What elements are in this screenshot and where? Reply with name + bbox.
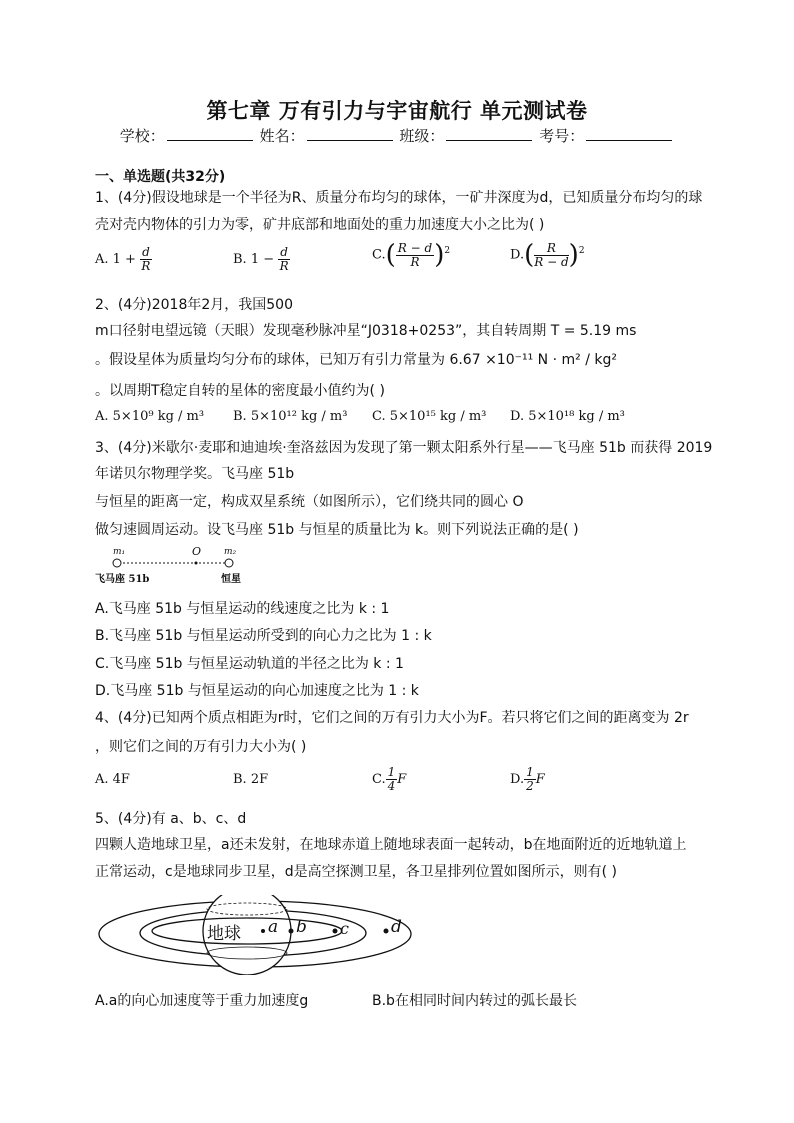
q4-line-1: 4、(4分)已知两个质点相距为r时，它们之间的万有引力大小为F。若只将它们之间的距离变为 2r [95, 710, 689, 726]
student-info-line [0, 125, 794, 146]
m1-label: m₁ [113, 547, 126, 557]
q1-line-1: 1、(4分)假设地球是一个半径为R、质量分布均匀的球体，一矿井深度为d，已知质量分布均匀的球 [95, 190, 703, 206]
label-c: c [340, 919, 349, 938]
q1-line-2: 壳对壳内物体的引力为零，矿井底部和地面处的重力加速度大小之比为( ) [95, 217, 545, 233]
q1-option-a: A. 1 + $\frac{d}{R}$ [95, 245, 151, 273]
q3-line-4: 做匀速圆周运动。设飞马座 51b 与恒星的质量比为 k。则下列说法正确的是( ) [95, 522, 579, 538]
class-blank [446, 126, 532, 141]
class-label: 班级： [399, 127, 445, 145]
school-blank [167, 126, 253, 141]
m2-label: m₂ [224, 547, 237, 557]
q4-option-d: D. $\frac{1}{2}$ F [510, 765, 545, 793]
q4-option-b: B. 2F [233, 772, 269, 787]
name-blank [307, 126, 393, 141]
q2-line-1: 2、(4分)2018年2月，我国500 [95, 297, 293, 313]
q2-line-3: 。假设星体为质量均匀分布的球体，已知万有引力常量为 6.67 ×10⁻¹¹ N · m² / kg² [95, 352, 617, 368]
number-blank [586, 126, 672, 141]
satellite-orbit-figure [95, 895, 415, 975]
satellite-c [333, 929, 338, 934]
label-b: b [296, 917, 307, 937]
q3-line-2: 年诺贝尔物理学奖。飞马座 51b [95, 466, 295, 482]
q5-line-2: 四颗人造地球卫星，a还未发射，在地球赤道上随地球表面一起转动，b在地面附近的近地轨道上 [95, 837, 687, 853]
q2-option-a: A. 5×10⁹ kg / m³ [95, 409, 205, 424]
q2-option-c: C. 5×10¹⁵ kg / m³ [372, 409, 487, 424]
school-label: 学校： [119, 127, 165, 145]
orbit-diagram [95, 895, 415, 975]
q4-line-2: ，则它们之间的万有引力大小为( ) [95, 739, 307, 755]
q2-line-4: 。以周期T稳定自转的星体的密度最小值约为( ) [95, 383, 385, 399]
star-circle [225, 559, 233, 567]
satellite-d [384, 929, 389, 934]
q2-option-b: B. 5×10¹² kg / m³ [233, 409, 348, 424]
q2-option-d: D. 5×10¹⁸ kg / m³ [510, 409, 625, 424]
section-heading: 一、单选题(共32分) [95, 169, 226, 185]
q5-line-1: 5、(4分)有 a、b、c、d [95, 811, 247, 827]
name-label: 姓名： [259, 127, 305, 145]
q5-line-3: 正常运动，c是地球同步卫星，d是高空探测卫星，各卫星排列位置如图所示，则有( ) [95, 864, 617, 880]
planet-label: 飞马座 51b [95, 574, 150, 585]
q1-option-d: D.( $\frac{R}{R - d}$ )$^2$ [510, 240, 585, 270]
center-point [195, 562, 198, 565]
q3-option-c: C.飞马座 51b 与恒星运动轨道的半径之比为 k : 1 [95, 656, 404, 672]
q1-option-b: B. 1 − $\frac{d}{R}$ [233, 245, 289, 273]
binary-star-figure [95, 547, 265, 587]
q5-option-b: B.b在相同时间内转过的弧长最长 [372, 993, 577, 1009]
q4-option-c: C. $\frac{1}{4}$ F [372, 765, 407, 793]
label-d: d [391, 917, 402, 937]
star-label: 恒星 [221, 574, 241, 585]
satellite-b [289, 929, 294, 934]
o-label: O [192, 545, 202, 558]
q3-line-1: 3、(4分)米歇尔·麦耶和迪迪埃·奎洛兹因为发现了第一颗太阳系外行星——飞马座 51b 而获得 2019 [95, 440, 713, 456]
q4-option-a: A. 4F [95, 772, 130, 787]
q5-option-a: A.a的向心加速度等于重力加速度g [95, 993, 309, 1009]
q3-line-3: 与恒星的距离一定，构成双星系统（如图所示），它们绕共同的圆心 O [95, 494, 524, 510]
q3-option-b: B.飞马座 51b 与恒星运动所受到的向心力之比为 1 : k [95, 628, 432, 644]
page-title: 第七章 万有引力与宇宙航行 单元测试卷 [206, 98, 588, 123]
q1-option-c: C.( $\frac{R - d}{R}$ )$^2$ [372, 240, 451, 270]
q3-option-d: D.飞马座 51b 与恒星运动的向心加速度之比为 1 : k [95, 683, 419, 699]
satellite-a [261, 929, 265, 933]
q2-line-2: m口径射电望远镜（天眼）发现毫秒脉冲星“J0318+0253”，其自转周期 T = 5.19 ms [95, 323, 637, 339]
number-label: 考号： [539, 127, 585, 145]
label-a: a [268, 917, 279, 937]
planet-circle [113, 559, 121, 567]
earth-label: 地球 [207, 924, 241, 944]
q3-option-a: A.飞马座 51b 与恒星运动的线速度之比为 k : 1 [95, 601, 390, 617]
